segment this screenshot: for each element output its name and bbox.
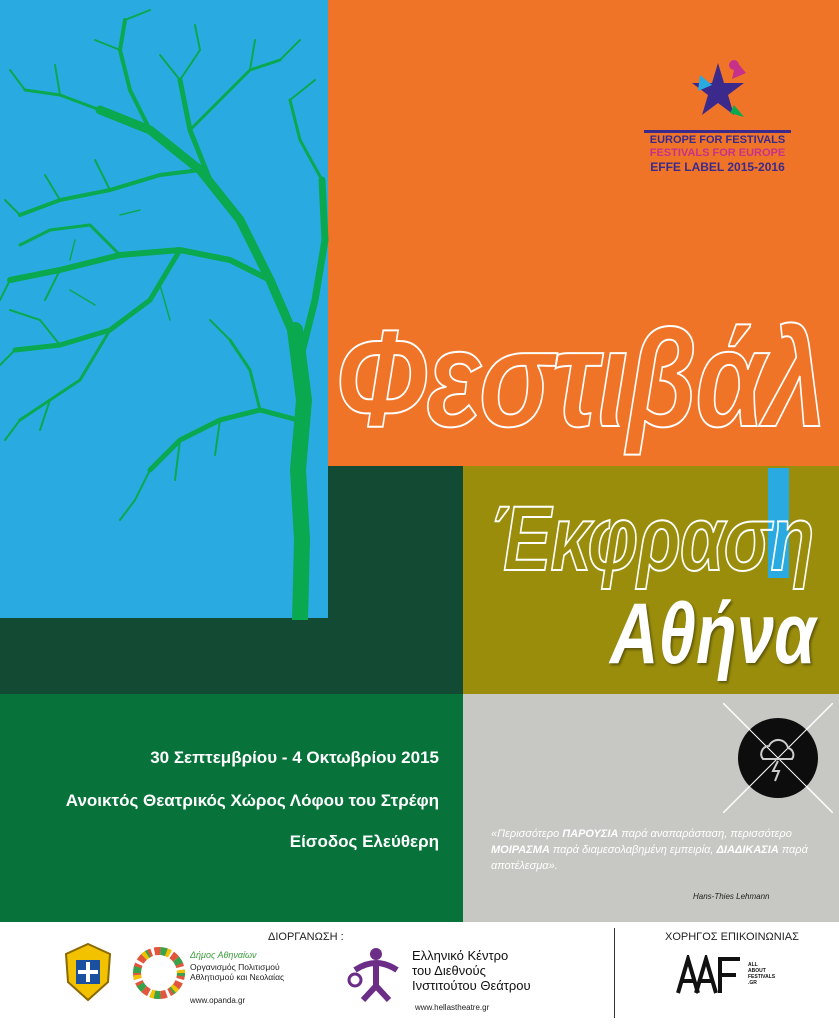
opanda-ring-icon [132, 946, 186, 1000]
quote-word1: ΠΑΡΟΥΣΙΑ [562, 828, 619, 840]
no-storm-cloud-icon [723, 703, 833, 813]
quote-part1: «Περισσότερο [491, 828, 563, 840]
effe-line3: EFFE LABEL 2015-2016 [650, 160, 785, 174]
quote-part2: παρά αναπαράσταση, περισσότερο [618, 828, 792, 840]
quote-part3: παρά διαμεσολαβημένη εμπειρία, [549, 844, 717, 856]
footer [0, 922, 839, 1024]
tree-illustration [0, 0, 330, 620]
festival-dates: 30 Σεπτεμβρίου - 4 Οκτωβρίου 2015 [150, 748, 439, 767]
quote-author: Hans-Thies Lehmann [693, 892, 770, 901]
aaf-line1: ALL [748, 962, 758, 968]
hellas-line2: του Διεθνούς [412, 963, 486, 978]
theatre-institute-icon [345, 942, 407, 1004]
quote-word2: ΜΟΙΡΑΣΜΑ [491, 844, 550, 856]
opanda-script: Δήμος Αθηναίων [190, 950, 257, 960]
quote-word3: ΔΙΑΔΙΚΑΣΙΑ [716, 844, 779, 856]
festival-venue: Ανοικτός Θεατρικός Χώρος Λόφου του Στρέφη [65, 791, 439, 810]
title-festival: Φεστιβάλ [335, 302, 826, 456]
aaf-text [748, 962, 775, 986]
aaf-logo-icon [676, 955, 746, 995]
dark-green-band [0, 618, 463, 694]
opanda-url[interactable]: www.opanda.gr [190, 996, 246, 1005]
effe-line2: FESTIVALS FOR EUROPE [649, 147, 786, 159]
title-ekfrasi: Έκφραση [490, 488, 814, 590]
aaf-line3: FESTIVALS [748, 974, 776, 980]
opanda-name [190, 962, 284, 982]
opanda-line1: Οργανισμός Πολιτισμού [190, 962, 280, 972]
municipality-seal-icon [62, 942, 114, 1004]
hellas-line3: Ινστιτούτου Θεάτρου [412, 978, 531, 993]
effe-label-logo [640, 55, 795, 174]
star-figure-icon [640, 55, 795, 123]
sponsor-label: ΧΟΡΗΓΟΣ ΕΠΙΚΟΙΝΩΝΙΑΣ [665, 931, 799, 943]
effe-line1: EUROPE FOR FESTIVALS [649, 134, 786, 146]
organizer-label: ΔΙΟΡΓΑΝΩΣΗ : [268, 931, 344, 943]
theatre-institute-name [412, 948, 531, 993]
hellas-line1: Ελληνικό Κέντρο [412, 948, 509, 963]
footer-divider [614, 928, 615, 1018]
title-athina: Αθήνα [610, 586, 816, 682]
free-entry-label: Είσοδος Ελεύθερη [289, 832, 439, 851]
aaf-line2: ABOUT [748, 968, 766, 974]
aaf-line4: .GR [748, 980, 757, 986]
hellas-url[interactable]: www.hellastheatre.gr [415, 1003, 490, 1012]
lehmann-quote [491, 826, 821, 874]
opanda-line2: Αθλητισμού και Νεολαίας [190, 972, 285, 982]
quote-part4: παρά αποτέλεσμα». [491, 844, 808, 872]
